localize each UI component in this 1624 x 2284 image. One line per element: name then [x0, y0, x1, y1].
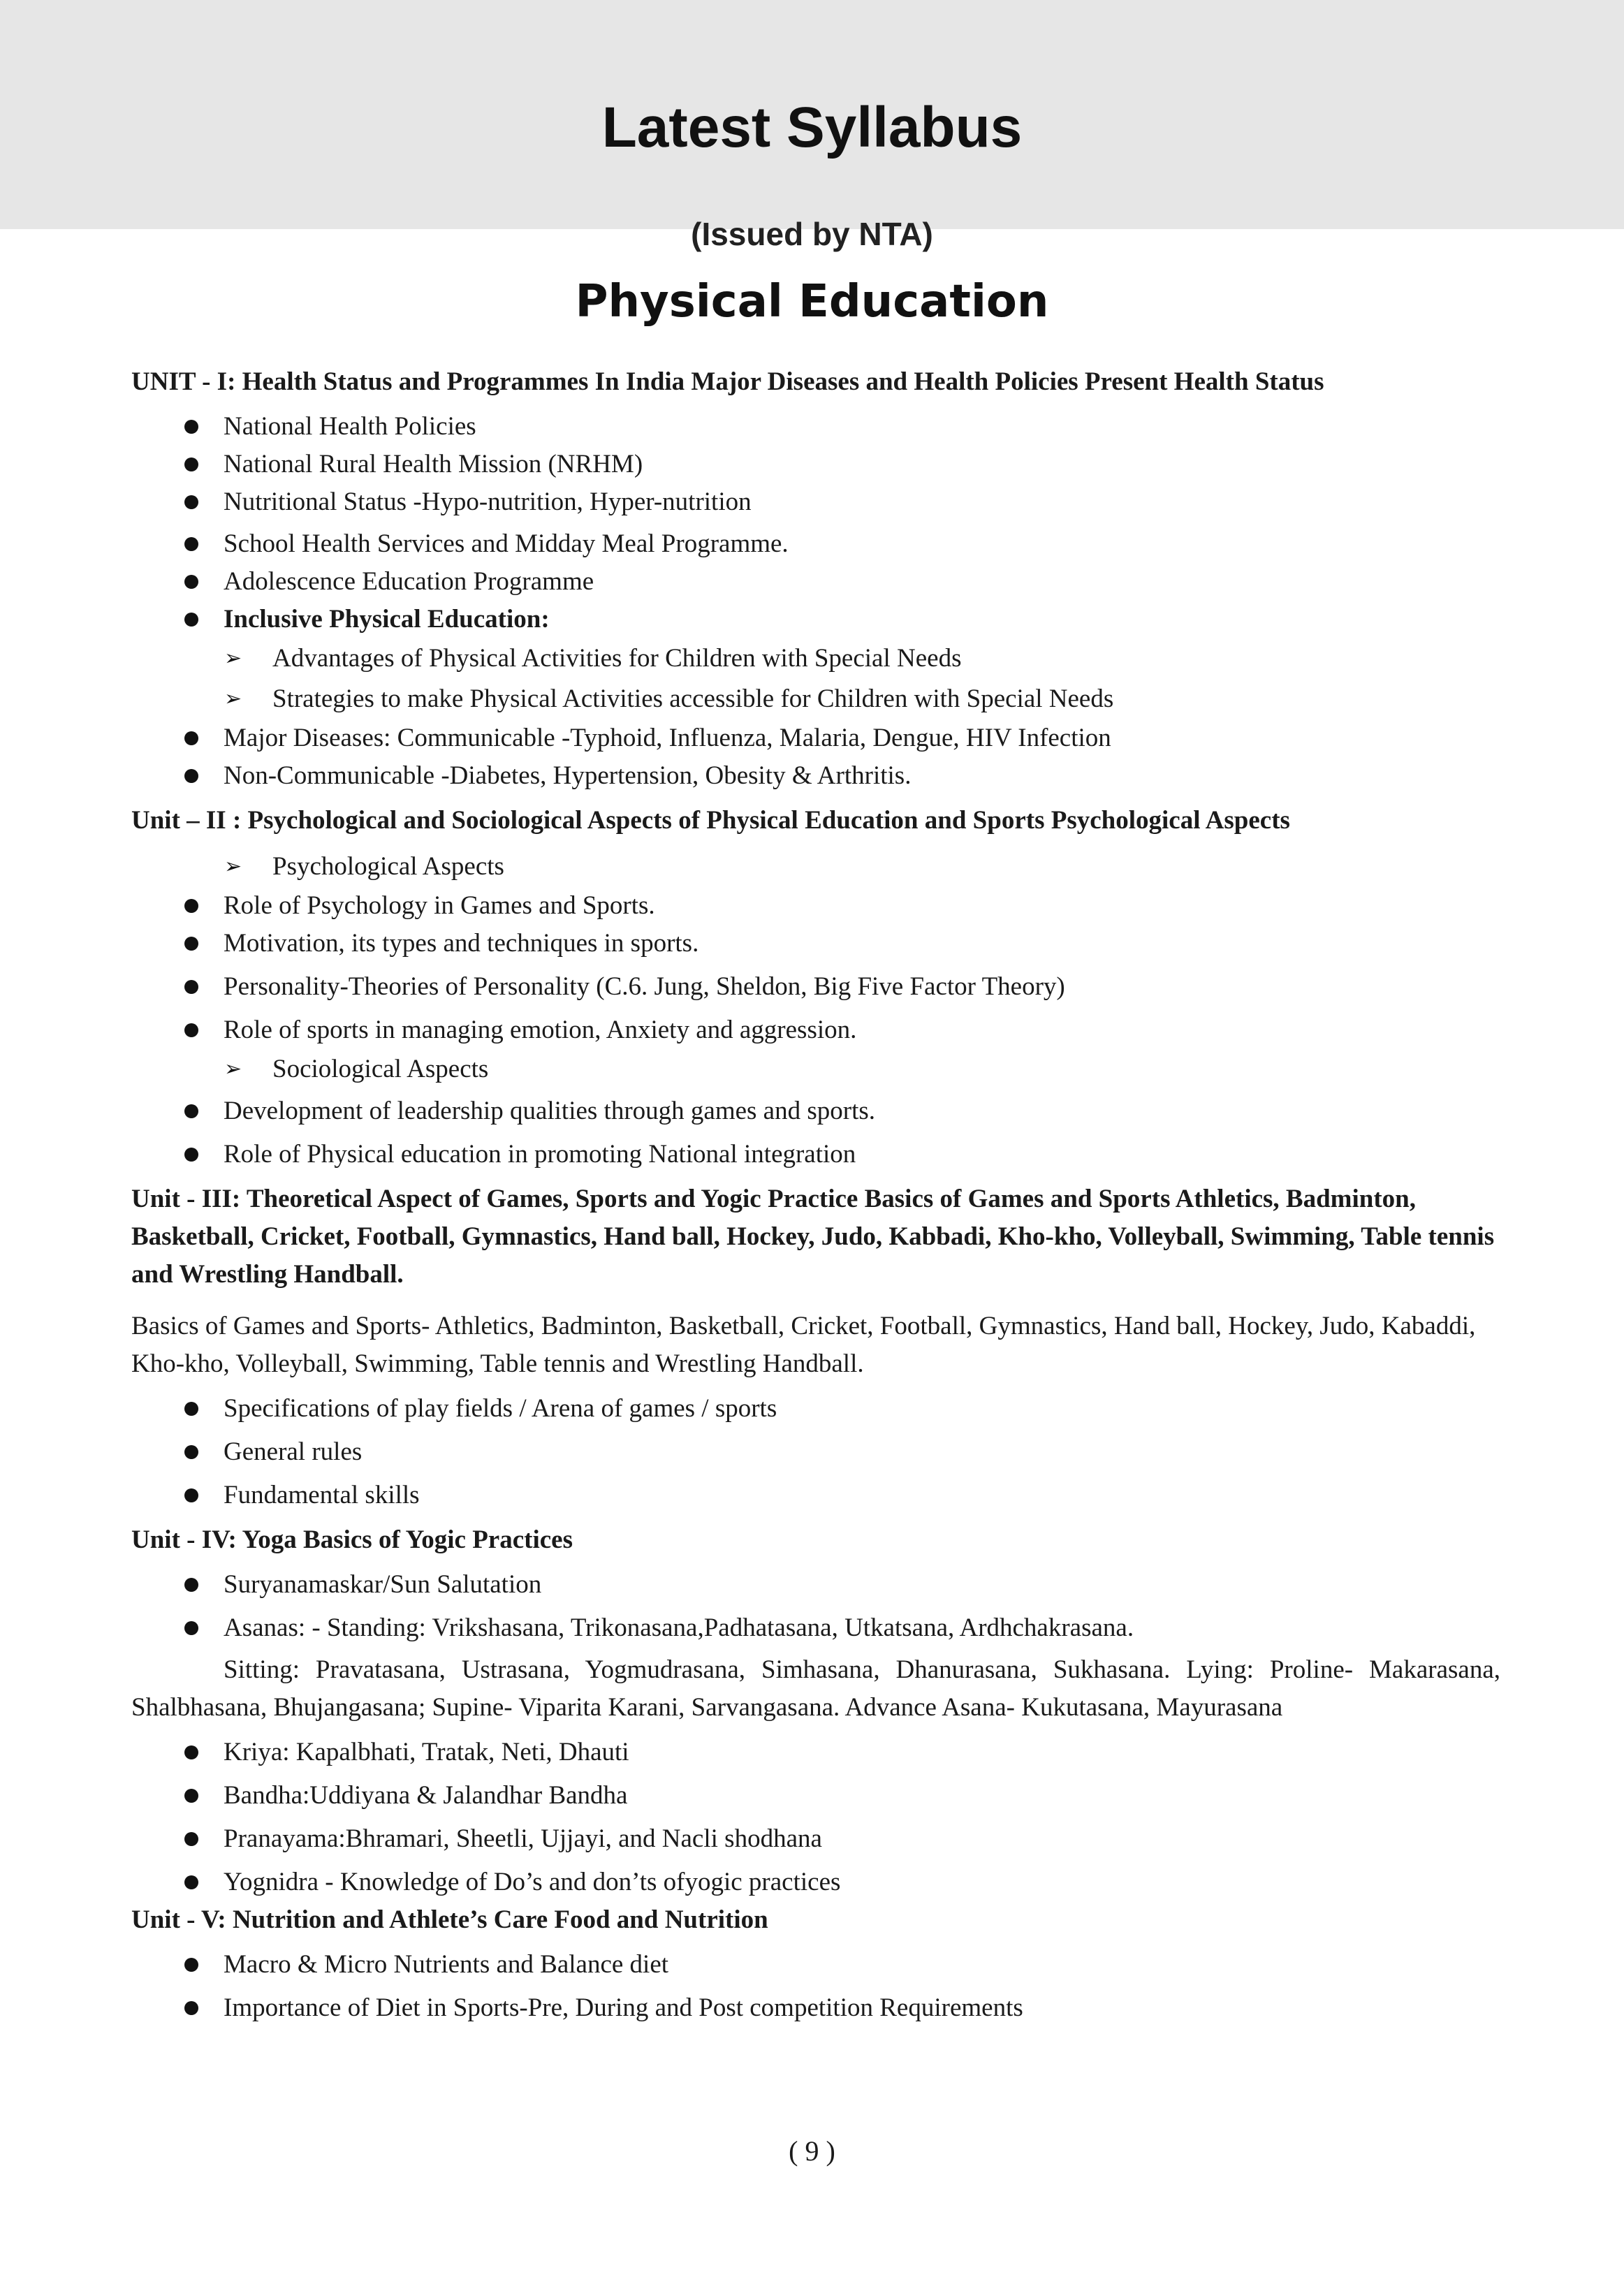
- bullet-icon: [184, 980, 198, 994]
- list-item: Nutritional Status -Hypo-nutrition, Hyper-nutrition: [131, 483, 1500, 521]
- unit-2-sub-heading-2: [131, 1049, 1500, 1090]
- unit-3-paragraph: Basics of Games and Sports- Athletics, Badminton, Basketball, Cricket, Football, Gymnastics, Hand ball, Hockey, Judo, Kabaddi, Kho-kho, Volleyball, Swimming, Table tennis and Wrestling Handball.: [131, 1312, 1476, 1378]
- list-item: ➢ Sociological Aspects: [131, 1049, 1500, 1090]
- bullet-icon: [184, 731, 198, 745]
- bullet-icon: [184, 1832, 198, 1846]
- arrow-bullet-icon: ➢: [224, 687, 242, 711]
- bullet-icon: [184, 899, 198, 913]
- bullet-icon: [184, 1023, 198, 1037]
- unit-4-bullets-2: [131, 1734, 1500, 1901]
- syllabus-content: [131, 363, 1500, 2027]
- list-item: Pranayama:Bhramari, Sheetli, Ujjayi, and Nacli shodhana: [131, 1820, 1500, 1858]
- list-item: Role of sports in managing emotion, Anxiety and aggression.: [131, 1011, 1500, 1049]
- bullet-icon: [184, 1402, 198, 1416]
- bullet-icon: [184, 2001, 198, 2015]
- unit-4-bullets-1: [131, 1566, 1500, 1647]
- asanas-continued: Sitting: Pravatasana, Ustrasana, Yogmudrasana, Simhasana, Dhanurasana, Sukhasana. Lying: Proline- Makarasana, Shalbhasana, Bhujangasana; Supine- Viparita Karani, Sarvangasana. Advance Asana- Kukutasana, Mayurasana: [131, 1655, 1500, 1722]
- bullet-icon: [184, 1578, 198, 1592]
- bullet-icon: [184, 420, 198, 434]
- bullet-icon: [184, 1445, 198, 1459]
- list-item: Non-Communicable -Diabetes, Hypertension, Obesity & Arthritis.: [131, 757, 1500, 795]
- unit-5-heading: Unit - V: Nutrition and Athlete’s Care Food and Nutrition: [131, 1905, 768, 1934]
- list-item: Development of leadership qualities through games and sports.: [131, 1092, 1500, 1130]
- list-item: Yognidra - Knowledge of Do’s and don’ts ofyogic practices: [131, 1864, 1500, 1901]
- arrow-bullet-icon: ➢: [224, 1057, 242, 1081]
- unit-5-bullets: [131, 1946, 1500, 2027]
- list-item: Personality-Theories of Personality (C.6. Jung, Sheldon, Big Five Factor Theory): [131, 968, 1500, 1006]
- unit-3-bullets: [131, 1390, 1500, 1514]
- unit-1-heading: UNIT - I: Health Status and Programmes In India Major Diseases and Health Policies Present Health Status: [131, 367, 1324, 396]
- list-item: Motivation, its types and techniques in sports.: [131, 925, 1500, 962]
- page-title: Latest Syllabus: [601, 96, 1023, 159]
- bullet-icon: [184, 1745, 198, 1759]
- list-item: ➢ Psychological Aspects: [131, 847, 1500, 887]
- unit-2-bullets-1: [131, 887, 1500, 1049]
- arrow-bullet-icon: ➢: [224, 854, 242, 879]
- bullet-icon: [184, 1621, 198, 1635]
- page-number: ( 9 ): [789, 2135, 835, 2167]
- list-item: ➢ Strategies to make Physical Activities accessible for Children with Special Needs: [131, 679, 1500, 719]
- bullet-icon: [184, 937, 198, 951]
- list-item: Suryanamaskar/Sun Salutation: [131, 1566, 1500, 1604]
- arrow-bullet-icon: ➢: [224, 646, 242, 671]
- bullet-icon: [184, 1148, 198, 1162]
- list-item: Role of Psychology in Games and Sports.: [131, 887, 1500, 925]
- unit-3-heading: Unit - III: Theoretical Aspect of Games, Sports and Yogic Practice Basics of Games and Sports Athletics, Badminton, Basketball, Cricket, Football, Gymnastics, Hand ball, Hockey, Judo, Kabbadi, Kho-kho, Volleyball, Swimming, Table tennis and Wrestling Handball.: [131, 1185, 1495, 1289]
- unit-1-bullets: [131, 408, 1500, 638]
- unit-2-sub-heading-1: [131, 847, 1500, 887]
- list-item: National Rural Health Mission (NRHM): [131, 446, 1500, 483]
- unit-4-heading: Unit - IV: Yoga Basics of Yogic Practices: [131, 1525, 573, 1554]
- bullet-icon: [184, 537, 198, 551]
- list-item: Fundamental skills: [131, 1477, 1500, 1514]
- bullet-icon: [184, 495, 198, 509]
- unit-1-bullets-after: [131, 719, 1500, 795]
- bullet-icon: [184, 1875, 198, 1889]
- list-item: Role of Physical education in promoting National integration: [131, 1136, 1500, 1173]
- list-item: Inclusive Physical Education:: [131, 601, 1500, 638]
- list-item: Importance of Diet in Sports-Pre, During and Post competition Requirements: [131, 1989, 1500, 2027]
- list-item: ➢ Advantages of Physical Activities for Children with Special Needs: [131, 638, 1500, 679]
- list-item: National Health Policies: [131, 408, 1500, 446]
- list-item: Bandha:Uddiyana & Jalandhar Bandha: [131, 1777, 1500, 1815]
- list-item: Major Diseases: Communicable -Typhoid, Influenza, Malaria, Dengue, HIV Infection: [131, 719, 1500, 757]
- list-item: Adolescence Education Programme: [131, 563, 1500, 601]
- bullet-icon: [184, 613, 198, 627]
- list-item: Kriya: Kapalbhati, Tratak, Neti, Dhauti: [131, 1734, 1500, 1771]
- unit-2-bullets-2: [131, 1092, 1500, 1173]
- list-item: Macro & Micro Nutrients and Balance diet: [131, 1946, 1500, 1984]
- list-item: General rules: [131, 1433, 1500, 1471]
- bullet-icon: [184, 1789, 198, 1803]
- list-item: Asanas: - Standing: Vrikshasana, Trikonasana,Padhatasana, Utkatsana, Ardhchakrasana.: [131, 1609, 1500, 1647]
- bullet-icon: [184, 1488, 198, 1502]
- unit-2-heading: Unit – II : Psychological and Sociological Aspects of Physical Education and Sports Psychological Aspects: [131, 806, 1290, 835]
- bullet-icon: [184, 1958, 198, 1972]
- subject-heading: Physical Education: [575, 276, 1049, 328]
- bullet-icon: [184, 769, 198, 783]
- list-item: Specifications of play fields / Arena of games / sports: [131, 1390, 1500, 1428]
- bullet-icon: [184, 1104, 198, 1118]
- bullet-icon: [184, 575, 198, 589]
- list-item: School Health Services and Midday Meal Programme.: [131, 525, 1500, 563]
- bullet-icon: [184, 457, 198, 471]
- issued-by-line: (Issued by NTA): [691, 216, 933, 252]
- unit-1-sub-points: [131, 638, 1500, 719]
